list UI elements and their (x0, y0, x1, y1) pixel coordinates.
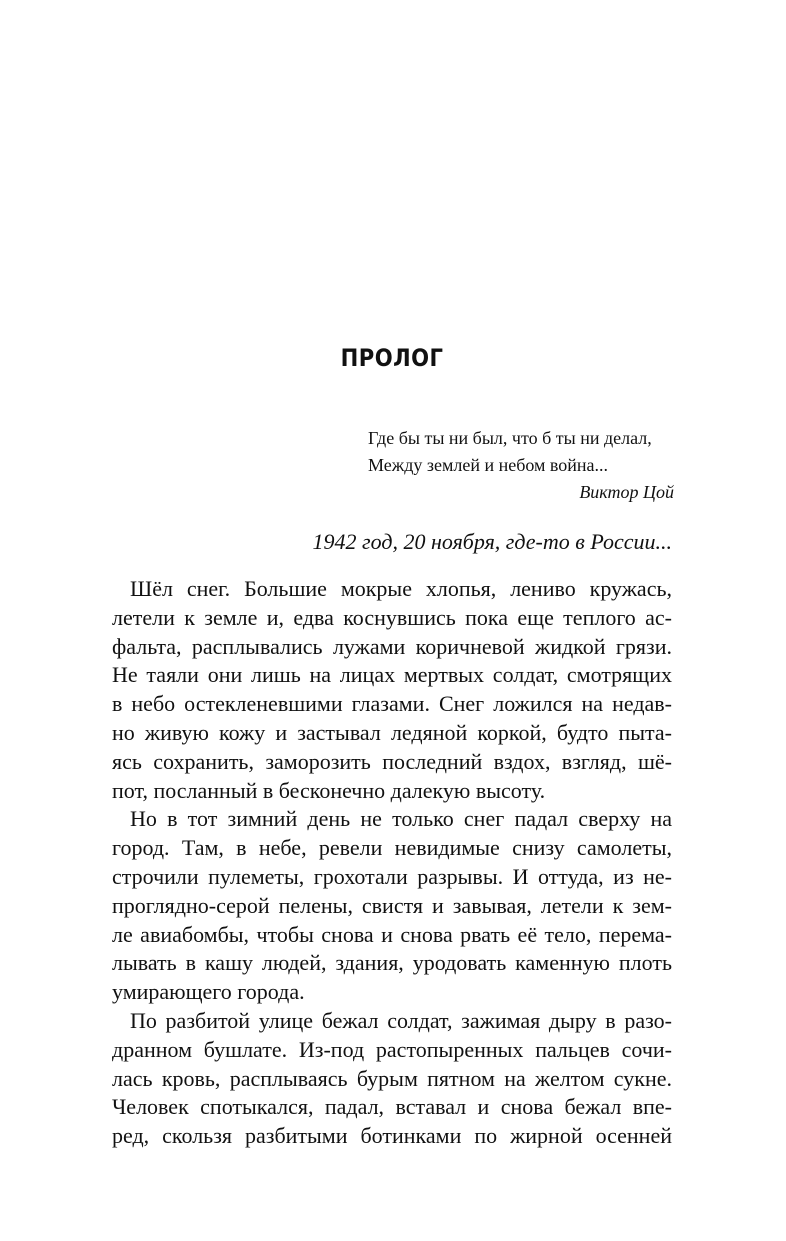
text-line: ред, скользя разбитыми ботинками по жирной осенней (112, 1123, 672, 1149)
text-line: ле авиабомбы, чтобы снова и снова рвать её тело, перема- (112, 921, 672, 947)
epigraph-author: Виктор Цой (579, 482, 674, 502)
text-line: пот, посланный в бесконечно далекую высоту. (112, 777, 546, 803)
epigraph-line: Между землей и небом война... (368, 455, 609, 475)
epigraph (368, 425, 674, 506)
text-line: строчили пулеметы, грохотали разрывы. И оттуда, из не- (112, 863, 672, 889)
text-line: По разбитой улице бежал солдат, зажимая дыру в разо- (130, 1007, 672, 1033)
text-line: Человек спотыкался, падал, вставал и снова бежал впе- (112, 1094, 672, 1120)
text-line: Не таяли они лишь на лицах мертвых солдат, смотрящих (112, 662, 672, 688)
text-line: Шёл снег. Большие мокрые хлопья, лениво кружась, (130, 576, 672, 601)
text-line: летели к земле и, едва коснувшись пока еще теплого ас- (112, 604, 672, 630)
text-line: город. Там, в небе, ревели невидимые снизу самолеты, (112, 835, 672, 861)
text-line: лась кровь, расплываясь бурым пятном на желтом сукне. (112, 1065, 672, 1091)
epigraph-line: Где бы ты ни был, что б ты ни делал, (368, 428, 652, 448)
text-line: Но в тот зимний день не только снег падал сверху на (130, 806, 672, 832)
text-line: лывать в кашу людей, здания, уродовать каменную плоть (112, 950, 672, 976)
text-line: ясь сохранить, заморозить последний вздох, взгляд, шё- (112, 748, 672, 774)
text-line: в небо остекленевшими глазами. Снег ложился на недав- (112, 691, 672, 717)
text-line: дранном бушлате. Из-под растопыренных пальцев сочи- (112, 1036, 672, 1062)
dateline: 1942 год, 20 ноября, где-то в России... (312, 529, 672, 554)
text-line: фальта, расплывались лужами коричневой жидкой грязи. (112, 633, 672, 659)
body-text (112, 575, 672, 1151)
text-line: проглядно-серой пелены, свистя и завывая, летели к зем- (112, 892, 672, 918)
chapter-title: ПРОЛОГ (340, 344, 444, 372)
text-line: умирающего города. (112, 979, 305, 1005)
text-line: но живую кожу и застывал ледяной коркой, будто пыта- (112, 719, 672, 745)
